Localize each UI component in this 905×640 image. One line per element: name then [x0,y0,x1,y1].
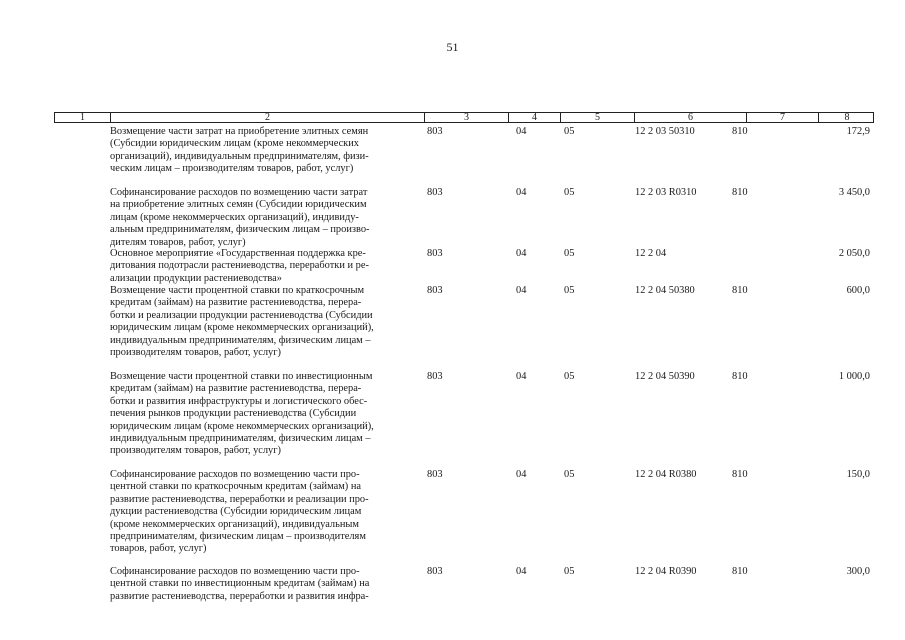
description-line: кредитам (займам) на развитие растениеводства, перера- [110,383,362,395]
description-line: Основное мероприятие «Государственная поддержка кре- [110,248,366,259]
row-description [110,369,416,458]
row-col-3: 803 [427,126,443,137]
table-row [54,246,874,283]
description-line: Софинансирование расходов по возмещению части затрат [110,187,368,198]
row-description [110,185,416,249]
description-line: Возмещение части процентной ставки по инвестиционным [110,371,373,382]
row-col-5: 05 [564,566,575,577]
row-col-8: 300,0 [846,566,870,577]
description-line: индивидуальным предпринимателям, физическим лицам – [110,334,371,346]
description-line: организаций), индивидуальным предпринимателям, физи- [110,150,369,162]
row-col-8: 150,0 [846,469,870,480]
row-col-3: 803 [427,371,443,382]
row-col-6: 12 2 04 50380 [635,285,695,296]
row-col-5: 05 [564,371,575,382]
description-line: развитие растениеводства, переработки и развития инфра- [110,590,369,602]
row-col-3: 803 [427,469,443,480]
header-col-1: 1 [55,113,111,122]
row-col-4: 04 [516,126,527,137]
description-line: Софинансирование расходов по возмещению части про- [110,469,360,480]
description-line: ализации продукции растениеводства» [110,272,282,284]
row-col-8: 3 450,0 [838,187,870,198]
header-col-5: 5 [561,113,635,122]
header-col-2: 2 [111,113,425,122]
row-col-4: 04 [516,187,527,198]
row-description [110,564,416,603]
row-col-3: 803 [427,285,443,296]
table-row [54,467,874,564]
row-col-5: 05 [564,469,575,480]
row-col-8: 600,0 [846,285,870,296]
row-col-5: 05 [564,248,575,259]
row-col-8: 172,9 [846,126,870,137]
row-col-4: 04 [516,248,527,259]
row-col-7: 810 [732,371,748,382]
description-line: альным предпринимателям, физическим лицам – произво- [110,224,370,236]
row-col-4: 04 [516,566,527,577]
description-line: Софинансирование расходов по возмещению части про- [110,566,360,577]
description-line: товаров, работ, услуг) [110,543,207,555]
description-line: (Субсидии юридическим лицам (кроме некоммерческих [110,138,359,150]
description-line: дителям товаров, работ, услуг) [110,236,246,248]
description-line: центной ставки по краткосрочным кредитам (займам) на [110,481,361,493]
table-header-row [54,112,874,123]
table-row [54,283,874,369]
header-col-3: 3 [425,113,509,122]
description-line: кредитам (займам) на развитие растениеводства, перера- [110,297,362,309]
description-line: развитие растениеводства, переработки и реализации про- [110,493,369,505]
row-col-5: 05 [564,285,575,296]
description-line: Возмещение части процентной ставки по краткосрочным [110,285,365,296]
description-line: на приобретение элитных семян (Субсидии юридическим [110,199,367,211]
table-row [54,564,874,624]
row-col-6: 12 2 04 [635,248,667,259]
header-col-6: 6 [635,113,747,122]
description-line: юридическим лицам (кроме некоммерческих организаций), [110,420,374,432]
description-line: индивидуальным предпринимателям, физическим лицам – [110,433,371,445]
table-row [54,124,874,185]
description-line: лицам (кроме некоммерческих организаций), индивиду- [110,211,359,223]
header-col-4: 4 [509,113,561,122]
row-description [110,124,416,176]
page-number: 51 [446,40,459,54]
row-col-5: 05 [564,126,575,137]
description-line: юридическим лицам (кроме некоммерческих организаций), [110,322,374,334]
row-col-4: 04 [516,285,527,296]
row-col-7: 810 [732,126,748,137]
description-line: ботки и реализации продукции растениеводства (Субсидии [110,309,373,321]
row-description [110,467,416,556]
row-col-7: 810 [732,566,748,577]
description-line: производителям товаров, работ, услуг) [110,347,281,359]
description-line: печения рынков продукции растениеводства (Субсидии [110,408,357,420]
description-line: дитования подотрасли растениеводства, переработки и ре- [110,260,369,272]
row-col-5: 05 [564,187,575,198]
row-col-6: 12 2 04 R0390 [635,566,697,577]
budget-table [54,112,874,624]
row-col-8: 2 050,0 [838,248,870,259]
row-col-4: 04 [516,469,527,480]
description-line: предпринимателям, физическим лицам – производителям [110,531,366,543]
row-col-3: 803 [427,248,443,259]
description-line: ческим лицам – производителям товаров, работ, услуг) [110,163,354,175]
row-col-4: 04 [516,371,527,382]
header-col-8: 8 [844,112,850,123]
row-col-6: 12 2 03 R0310 [635,187,697,198]
row-col-7: 810 [732,285,748,296]
description-line: Возмещение части затрат на приобретение элитных семян [110,126,369,137]
row-col-3: 803 [427,566,443,577]
header-col-7: 7 [747,113,819,122]
description-line: центной ставки по инвестиционным кредитам (займам) на [110,578,370,590]
table-row [54,369,874,467]
row-col-3: 803 [427,187,443,198]
description-line: дукции растениеводства (Субсидии юридическим лицам [110,506,362,518]
row-description [110,246,416,285]
description-line: (кроме некоммерческих организаций), индивидуальным [110,518,359,530]
row-col-6: 12 2 04 R0380 [635,469,697,480]
row-col-6: 12 2 04 50390 [635,371,695,382]
row-col-6: 12 2 03 50310 [635,126,695,137]
row-col-8: 1 000,0 [838,371,870,382]
description-line: производителям товаров, работ, услуг) [110,445,281,457]
description-line: ботки и развития инфраструктуры и логистического обес- [110,395,368,407]
row-col-7: 810 [732,187,748,198]
table-row [54,185,874,246]
row-description [110,283,416,359]
row-col-7: 810 [732,469,748,480]
table-body [54,124,874,624]
